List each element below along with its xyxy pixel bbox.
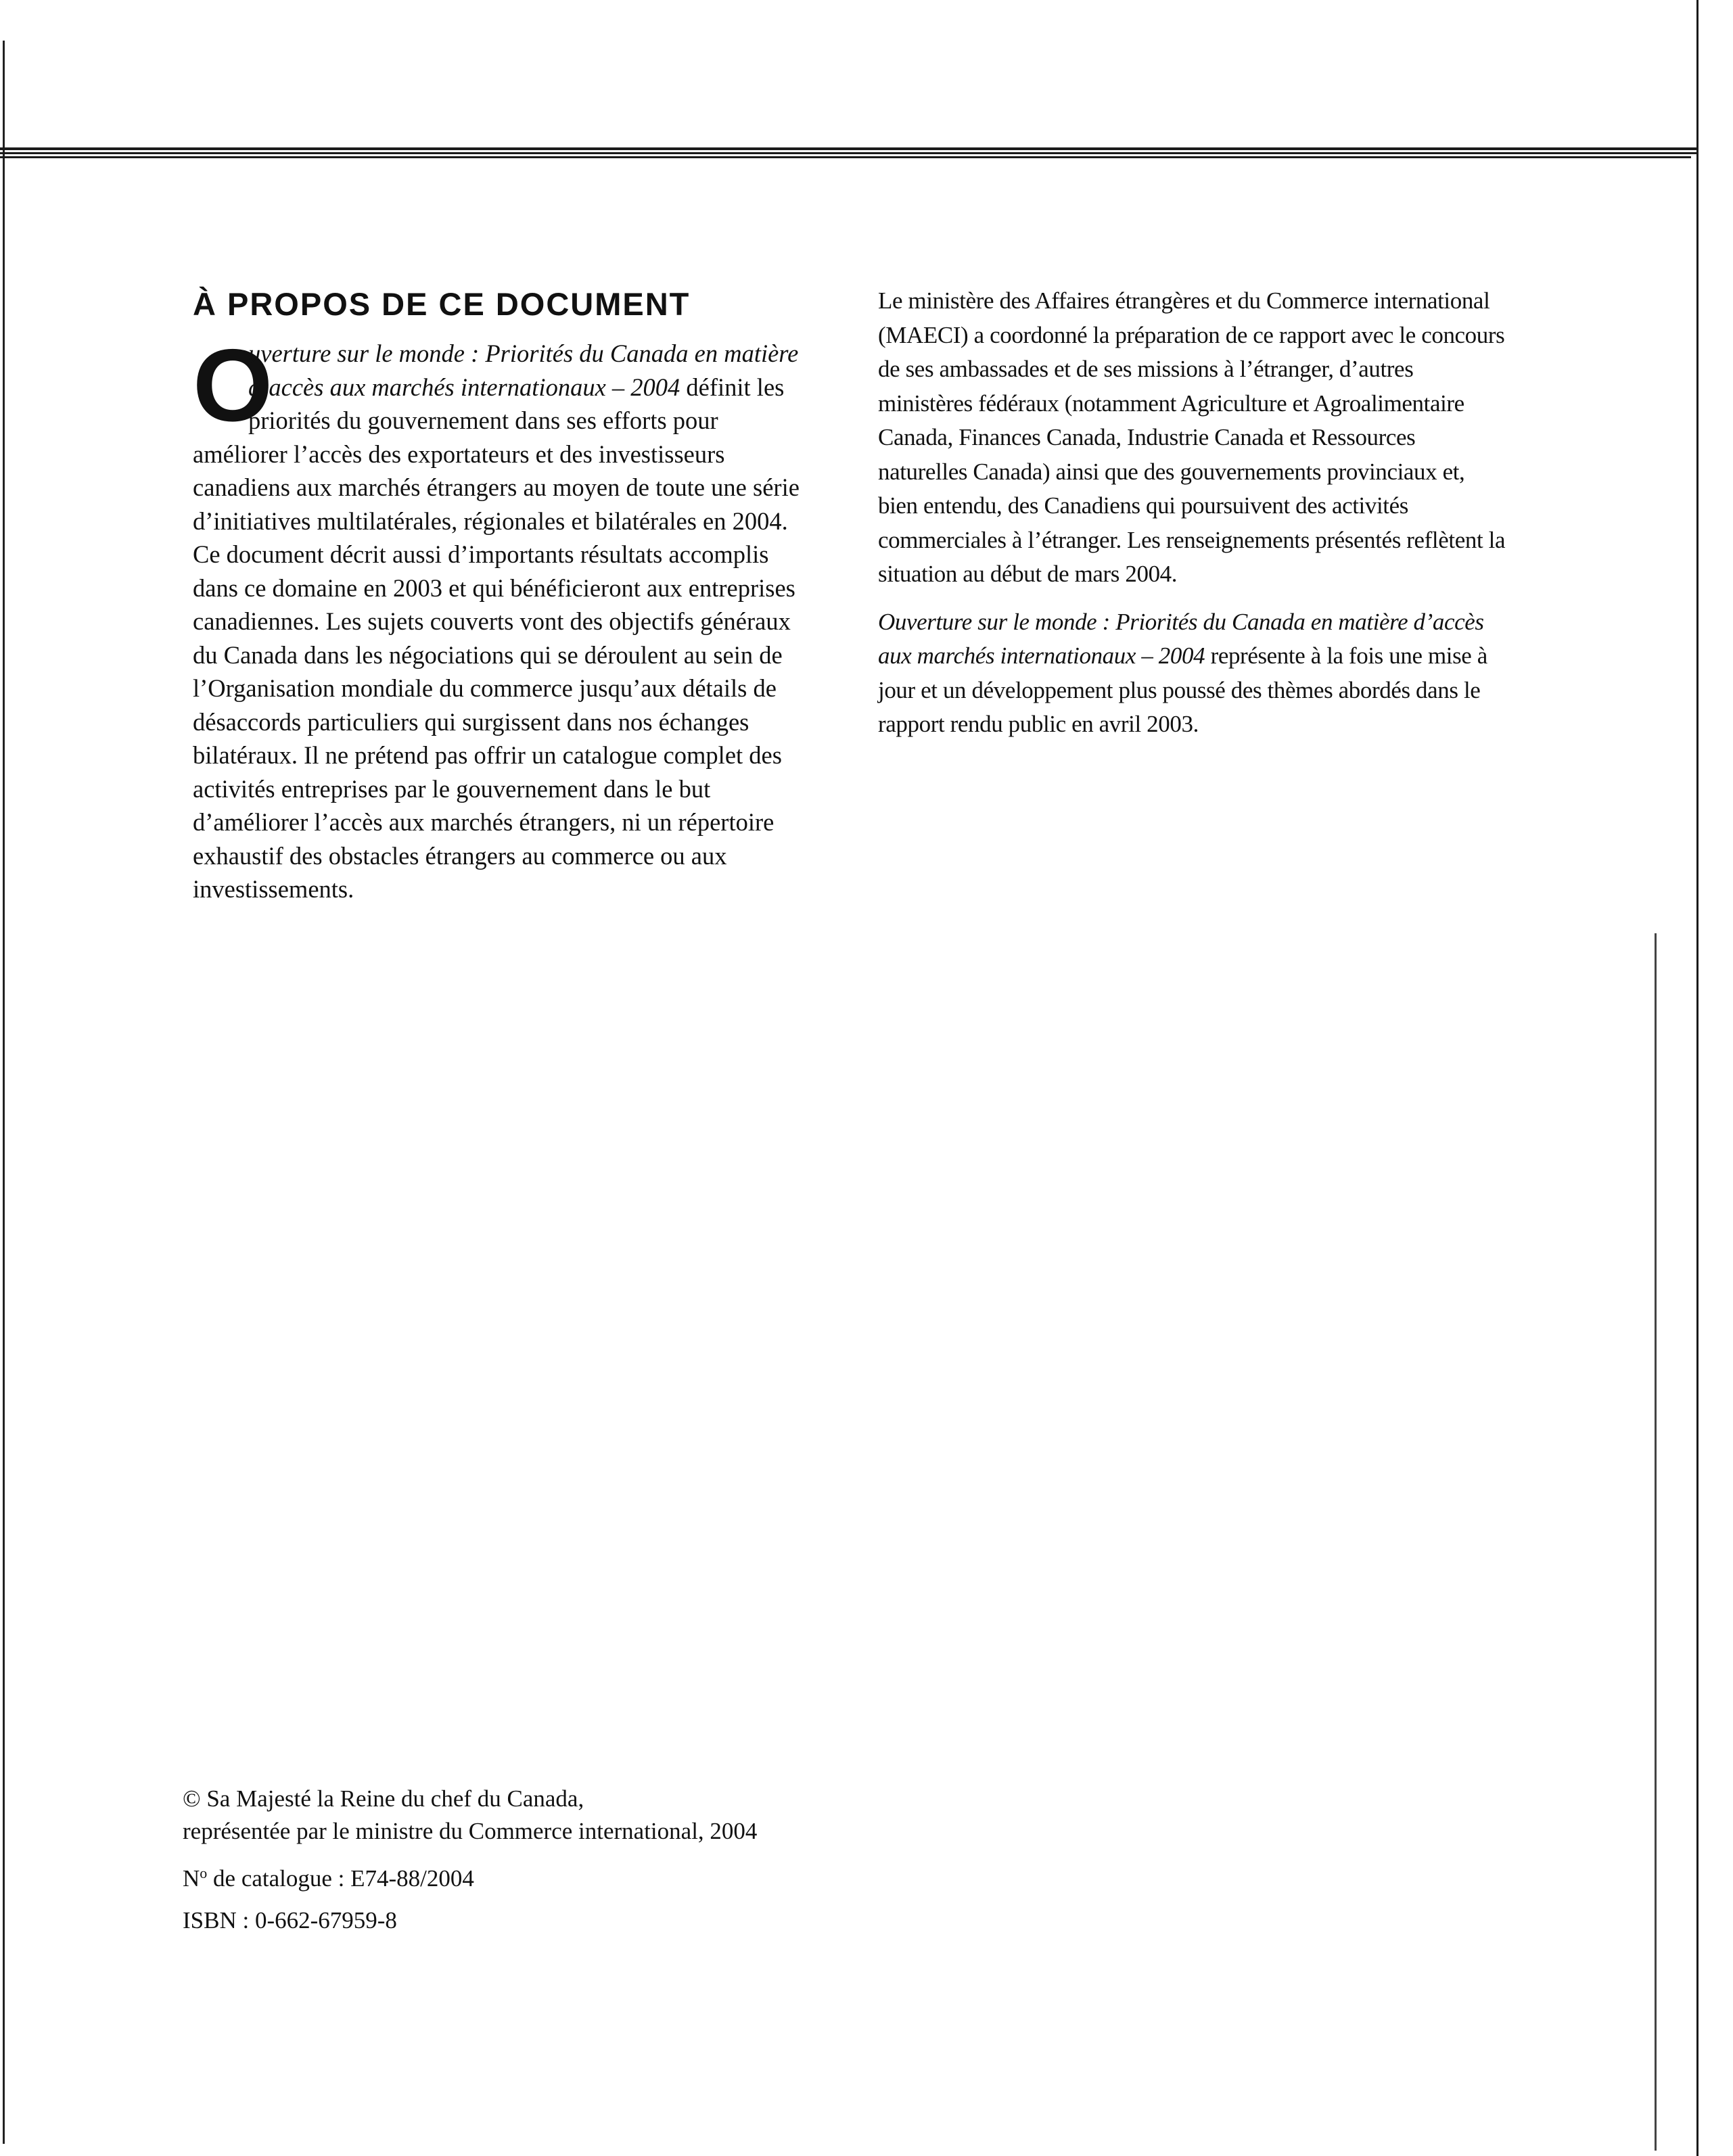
catalogue-rest: de catalogue : E74-88/2004: [207, 1865, 474, 1892]
right-paragraph-2-title: Ouverture sur le monde : Priorités du Canada en matière d’accès aux marchés internationaux – 2004: [878, 608, 1484, 669]
right-column: [878, 284, 1507, 742]
scan-edge-right: [1696, 0, 1699, 2156]
intro-title-italic: uverture sur le monde : Priorités du Canada en matière d’accès aux marchés internationaux – 2004: [248, 339, 799, 401]
catalogue-prefix: N: [183, 1865, 200, 1892]
intro-paragraph: [193, 328, 805, 906]
catalogue-sup: o: [200, 1865, 208, 1881]
copyright-line-1: © Sa Majesté la Reine du chef du Canada,: [183, 1785, 584, 1812]
intro-body: définit les priorités du gouvernement dans ses efforts pour améliorer l’accès des exportateurs et des investisseurs canadiens aux marchés étrangers au moyen de toute une série d’initiatives multilatérales, régionales et bilatérales en 2004. Ce document décrit aussi d’importants résultats accomplis dans ce domaine en 2003 et qui bénéficieront aux entreprises canadiennes. Les sujets couverts vont des objectifs généraux du Canada dans les négociations qui se déroulent au sein de l’Organisation mondiale du commerce jusqu’aux détails de désaccords particuliers qui surgissent dans nos échanges bilatéraux. Il ne prétend pas offrir un catalogue complet des activités entreprises par le gouvernement dans le but d’améliorer l’accès aux marchés étrangers, ni un répertoire exhaustif des obstacles étrangers au commerce ou aux investissements.: [193, 373, 800, 903]
scan-edge-right-inner: [1655, 933, 1657, 2151]
footer-credits: [183, 1783, 927, 1937]
isbn: ISBN : 0-662-67959-8: [183, 1907, 397, 1934]
top-decorative-rule: [0, 147, 1696, 164]
left-column: [193, 284, 805, 906]
page-heading: À PROPOS DE CE DOCUMENT: [193, 286, 691, 322]
scan-edge-left: [3, 41, 5, 2144]
copyright-line-2: représentée par le ministre du Commerce international, 2004: [183, 1818, 758, 1844]
right-paragraph-1: Le ministère des Affaires étrangères et du Commerce international (MAECI) a coordonné la préparation de ce rapport avec le concours de ses ambassades et de ses missions à l’étranger, d’autres ministères fédéraux (notamment Agriculture et Agroalimentaire Canada, Finances Canada, Industrie Canada et Ressources naturelles Canada) ainsi que des gouvernements provinciaux et, bien entendu, des Canadiens qui poursuivent des activités commerciales à l’étranger. Les renseignements présentés reflètent la situation au début de mars 2004.: [878, 287, 1506, 587]
right-paragraph-2-rest: représente à la fois une mise à jour et un développement plus poussé des thèmes abordés dans le rapport rendu public en avril 2003.: [878, 642, 1487, 737]
right-paragraph-2: [878, 605, 1507, 742]
dropcap-letter: O: [193, 328, 273, 443]
catalogue-number: [183, 1857, 927, 1895]
